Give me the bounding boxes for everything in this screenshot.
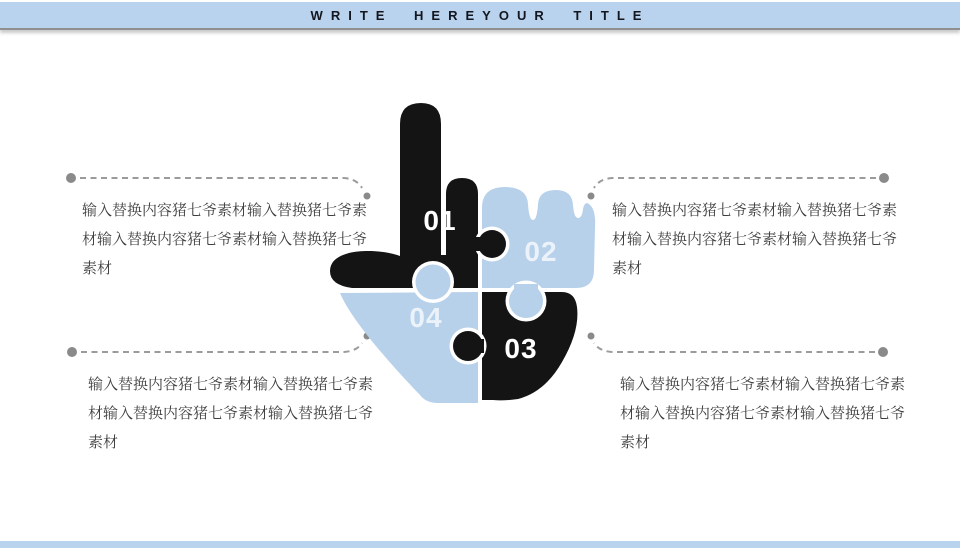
dashed-line <box>81 343 362 352</box>
footer-bar <box>0 541 960 548</box>
text-line: 材输入替换内容猪七爷素材输入替换猪七爷 <box>612 231 898 248</box>
text-line: 素材 <box>612 260 643 277</box>
knob-03-04 <box>453 331 483 361</box>
dashed-line <box>594 343 875 352</box>
step-number-02: 02 <box>524 236 558 267</box>
dashed-line <box>594 178 876 188</box>
text-line: 输入替换内容猪七爷素材输入替换猪七爷素 <box>82 202 368 219</box>
connector-dot <box>588 193 595 200</box>
connector-bottom-left <box>67 333 371 358</box>
step-number-04: 04 <box>409 302 443 333</box>
text-block-bottom-right <box>620 370 905 457</box>
knob-04-01 <box>416 265 451 300</box>
dashed-line <box>80 178 362 188</box>
text-block-bottom-left <box>88 370 373 457</box>
connector-dot <box>879 173 889 183</box>
connector-dot <box>878 347 888 357</box>
page-title: WRITE HEREYOUR TITLE <box>310 7 650 23</box>
text-block-top-right <box>612 196 897 283</box>
step-number-03: 03 <box>504 333 538 364</box>
text-line: 输入替换内容猪七爷素材输入替换猪七爷素 <box>620 376 906 393</box>
text-line: 材输入替换内容猪七爷素材输入替换猪七爷 <box>82 231 368 248</box>
text-line: 素材 <box>82 260 113 277</box>
knob-02-03 <box>509 284 543 318</box>
connector-dot <box>588 333 595 340</box>
step-number-01: 01 <box>423 205 457 236</box>
text-line: 材输入替换内容猪七爷素材输入替换猪七爷 <box>88 405 374 422</box>
connector-dot <box>66 173 76 183</box>
text-line: 材输入替换内容猪七爷素材输入替换猪七爷 <box>620 405 906 422</box>
text-line: 素材 <box>620 434 651 451</box>
connector-dot <box>67 347 77 357</box>
text-line: 输入替换内容猪七爷素材输入替换猪七爷素 <box>612 202 898 219</box>
text-line: 输入替换内容猪七爷素材输入替换猪七爷素 <box>88 376 374 393</box>
text-block-top-left <box>82 196 367 283</box>
connector-bottom-right <box>588 333 889 358</box>
knob-01-02 <box>478 230 506 258</box>
text-line: 素材 <box>88 434 119 451</box>
